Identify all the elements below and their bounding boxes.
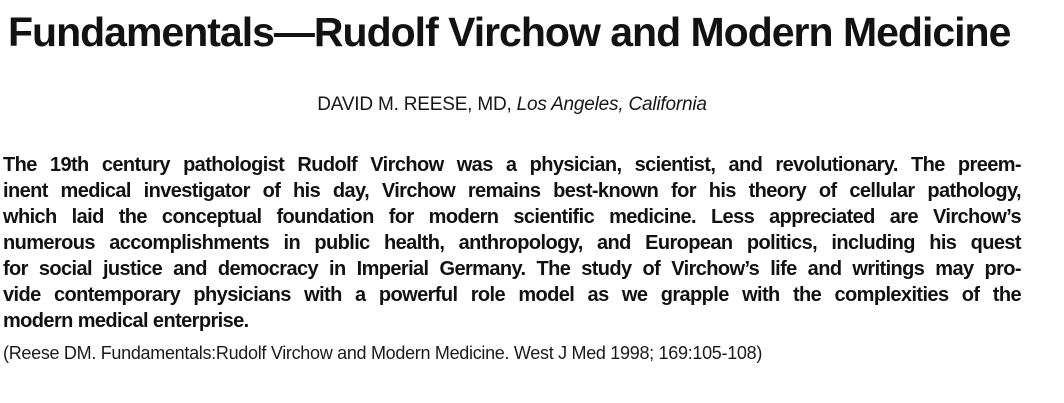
byline-location: Los Angeles, California — [516, 94, 707, 115]
byline-author: DAVID M. REESE, MD, — [317, 94, 512, 115]
byline — [3, 94, 1021, 116]
abstract-line: for social justice and democracy in Imperial Germany. The study of Virchow’s life and writings may pro- — [3, 258, 1021, 280]
article-page — [3, 9, 1021, 364]
abstract-line: inent medical investigator of his day, Virchow remains best-known for his theory of cellular pathology, — [3, 180, 1021, 202]
abstract-line: which laid the conceptual foundation for modern scientific medicine. Less appreciated are Virchow’s — [3, 206, 1021, 228]
citation-line: (Reese DM. Fundamentals:Rudolf Virchow and Modern Medicine. West J Med 1998; 169:105-108) — [3, 343, 763, 363]
abstract-paragraph — [3, 152, 1021, 334]
article-title: Fundamentals—Rudolf Virchow and Modern Medicine — [8, 9, 1011, 55]
abstract-line: The 19th century pathologist Rudolf Virchow was a physician, scientist, and revolutionary. The preem- — [3, 154, 1021, 176]
abstract-line: vide contemporary physicians with a powerful role model as we grapple with the complexities of the — [3, 284, 1021, 306]
abstract-line: numerous accomplishments in public health, anthropology, and European politics, including his quest — [3, 232, 1021, 254]
abstract-line: modern medical enterprise. — [3, 310, 249, 332]
